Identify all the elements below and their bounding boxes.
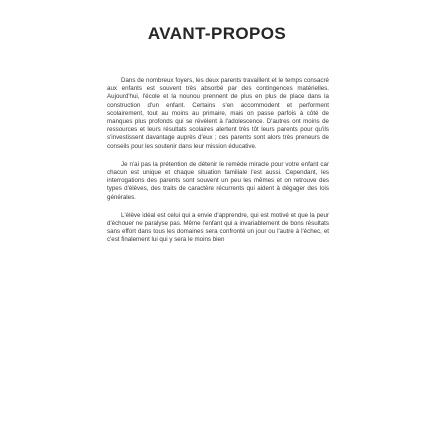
paragraph-3: L'élève idéal est celui qui a envie d'apprendre, qui est motivé et que la peur d'échouer ne paralyse pas. Même l'enfant qui a invariablement de bons résultats sans effort dans tous les domaines sera confronté un jour ou l'autre à l'échec, et c'est finalement lui qui y sera le moins bien bbox=[107, 211, 329, 244]
paragraph-1: Dans de nombreux foyers, les deux parents travaillent et le temps consacré aux enfants est souvent très absorbé par des contingences matérielles. Aujourd'hui, l'école et la nounou prennent de plus en plus de place dans la construction d'un enfant. Certains s'en accommodent et performent scolairement, tout au moins au primaire, mais on passe parfois à côté de manques plus profonds qui se révèlent à l'adolescence. D'autres ont moins de ressources et leurs résultats scolaires alertent très tôt leurs parents pour qu'ils s'investissent davantage auprès d'eux ; ces parents sont alors très preneurs de conseils pour les soutenir dans leur mission éducative. bbox=[107, 77, 329, 150]
paragraph-2: Je n'ai pas la prétention de détenir le remède miracle pour votre enfant car chacun est unique et chaque situation familiale l'est aussi. Cependant, les interrogations des parents sont souvent un peu les mêmes et on retrouve des types d'élèves, des traits de caractère récurrents qui aident à dégager des lois générales. bbox=[107, 160, 329, 201]
page-title: AVANT-PROPOS bbox=[147, 24, 287, 43]
body-text bbox=[107, 77, 329, 245]
